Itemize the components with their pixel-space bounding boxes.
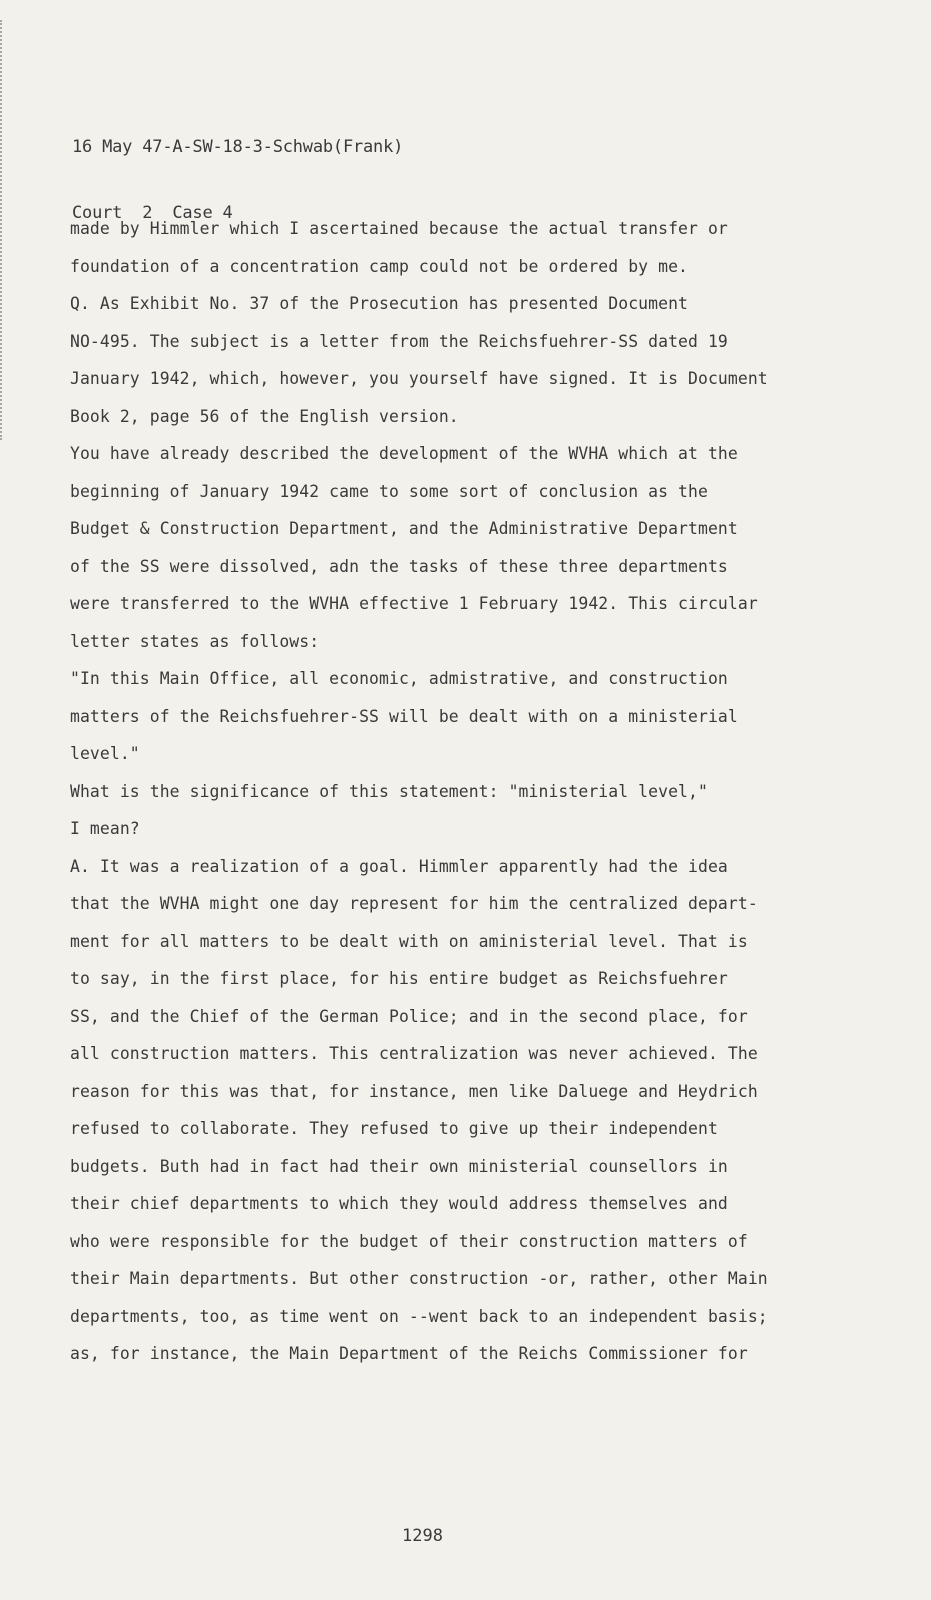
transcript-line: their Main departments. But other construction -or, rather, other Main	[70, 1269, 768, 1288]
transcript-line: beginning of January 1942 came to some sort of conclusion as the	[70, 481, 708, 501]
transcript-line: ment for all matters to be dealt with on aministerial level. That is	[70, 931, 748, 951]
transcript-line: "In this Main Office, all economic, admistrative, and construction	[70, 669, 728, 688]
header-court-line: Court 2 Case 4	[72, 203, 233, 223]
transcript-line: that the WVHA might one day represent for him the centralized depart-	[70, 894, 758, 913]
transcript-line: January 1942, which, however, you yourself have signed. It is Document	[70, 369, 768, 388]
page-edge-perforation	[0, 20, 16, 440]
page-number: 1298	[402, 1526, 443, 1546]
transcript-line: refused to collaborate. They refused to give up their independent	[70, 1119, 718, 1138]
transcript-line: Q. As Exhibit No. 37 of the Prosecution has presented Document	[70, 294, 689, 313]
transcript-line: reason for this was that, for instance, men like Daluege and Heydrich	[70, 1081, 758, 1101]
transcript-line: NO-495. The subject is a letter from the Reichsfuehrer-SS dated 19	[70, 331, 728, 351]
transcript-line: letter states as follows:	[70, 631, 320, 651]
transcript-line: all construction matters. This centralization was never achieved. The	[70, 1044, 758, 1063]
transcript-line: SS, and the Chief of the German Police; and in the second place, for	[70, 1006, 748, 1026]
transcript-line: level."	[70, 744, 140, 763]
transcript-line: foundation of a concentration camp could not be ordered by me.	[70, 256, 689, 276]
transcript-line: departments, too, as time went on --went back to an independent basis;	[70, 1306, 768, 1326]
transcript-line: matters of the Reichsfuehrer-SS will be dealt with on a ministerial	[70, 706, 738, 726]
header-reference-line: 16 May 47-A-SW-18-3-Schwab(Frank)	[72, 137, 404, 157]
transcript-line: made by Himmler which I ascertained because the actual transfer or	[70, 219, 728, 238]
transcript-line: budgets. Buth had in fact had their own ministerial counsellors in	[70, 1156, 728, 1176]
transcript-line: I mean?	[70, 819, 140, 838]
transcript-line: You have already described the development of the WVHA which at the	[70, 444, 738, 463]
transcript-line: who were responsible for the budget of their construction matters of	[70, 1231, 748, 1251]
transcript-line: to say, in the first place, for his entire budget as Reichsfuehrer	[70, 969, 728, 988]
transcript-line: Book 2, page 56 of the English version.	[70, 406, 459, 426]
transcript-line: A. It was a realization of a goal. Himmler apparently had the idea	[70, 856, 728, 876]
transcript-line: as, for instance, the Main Department of the Reichs Commissioner for	[70, 1344, 748, 1363]
transcript-body	[70, 210, 830, 1373]
transcript-line: were transferred to the WVHA effective 1 February 1942. This circular	[70, 594, 758, 613]
transcript-line: Budget & Construction Department, and the Administrative Department	[70, 519, 738, 538]
transcript-line: What is the significance of this statement: "ministerial level,"	[70, 781, 708, 801]
transcript-line: their chief departments to which they would address themselves and	[70, 1194, 728, 1213]
transcript-line: of the SS were dissolved, adn the tasks of these three departments	[70, 556, 728, 576]
